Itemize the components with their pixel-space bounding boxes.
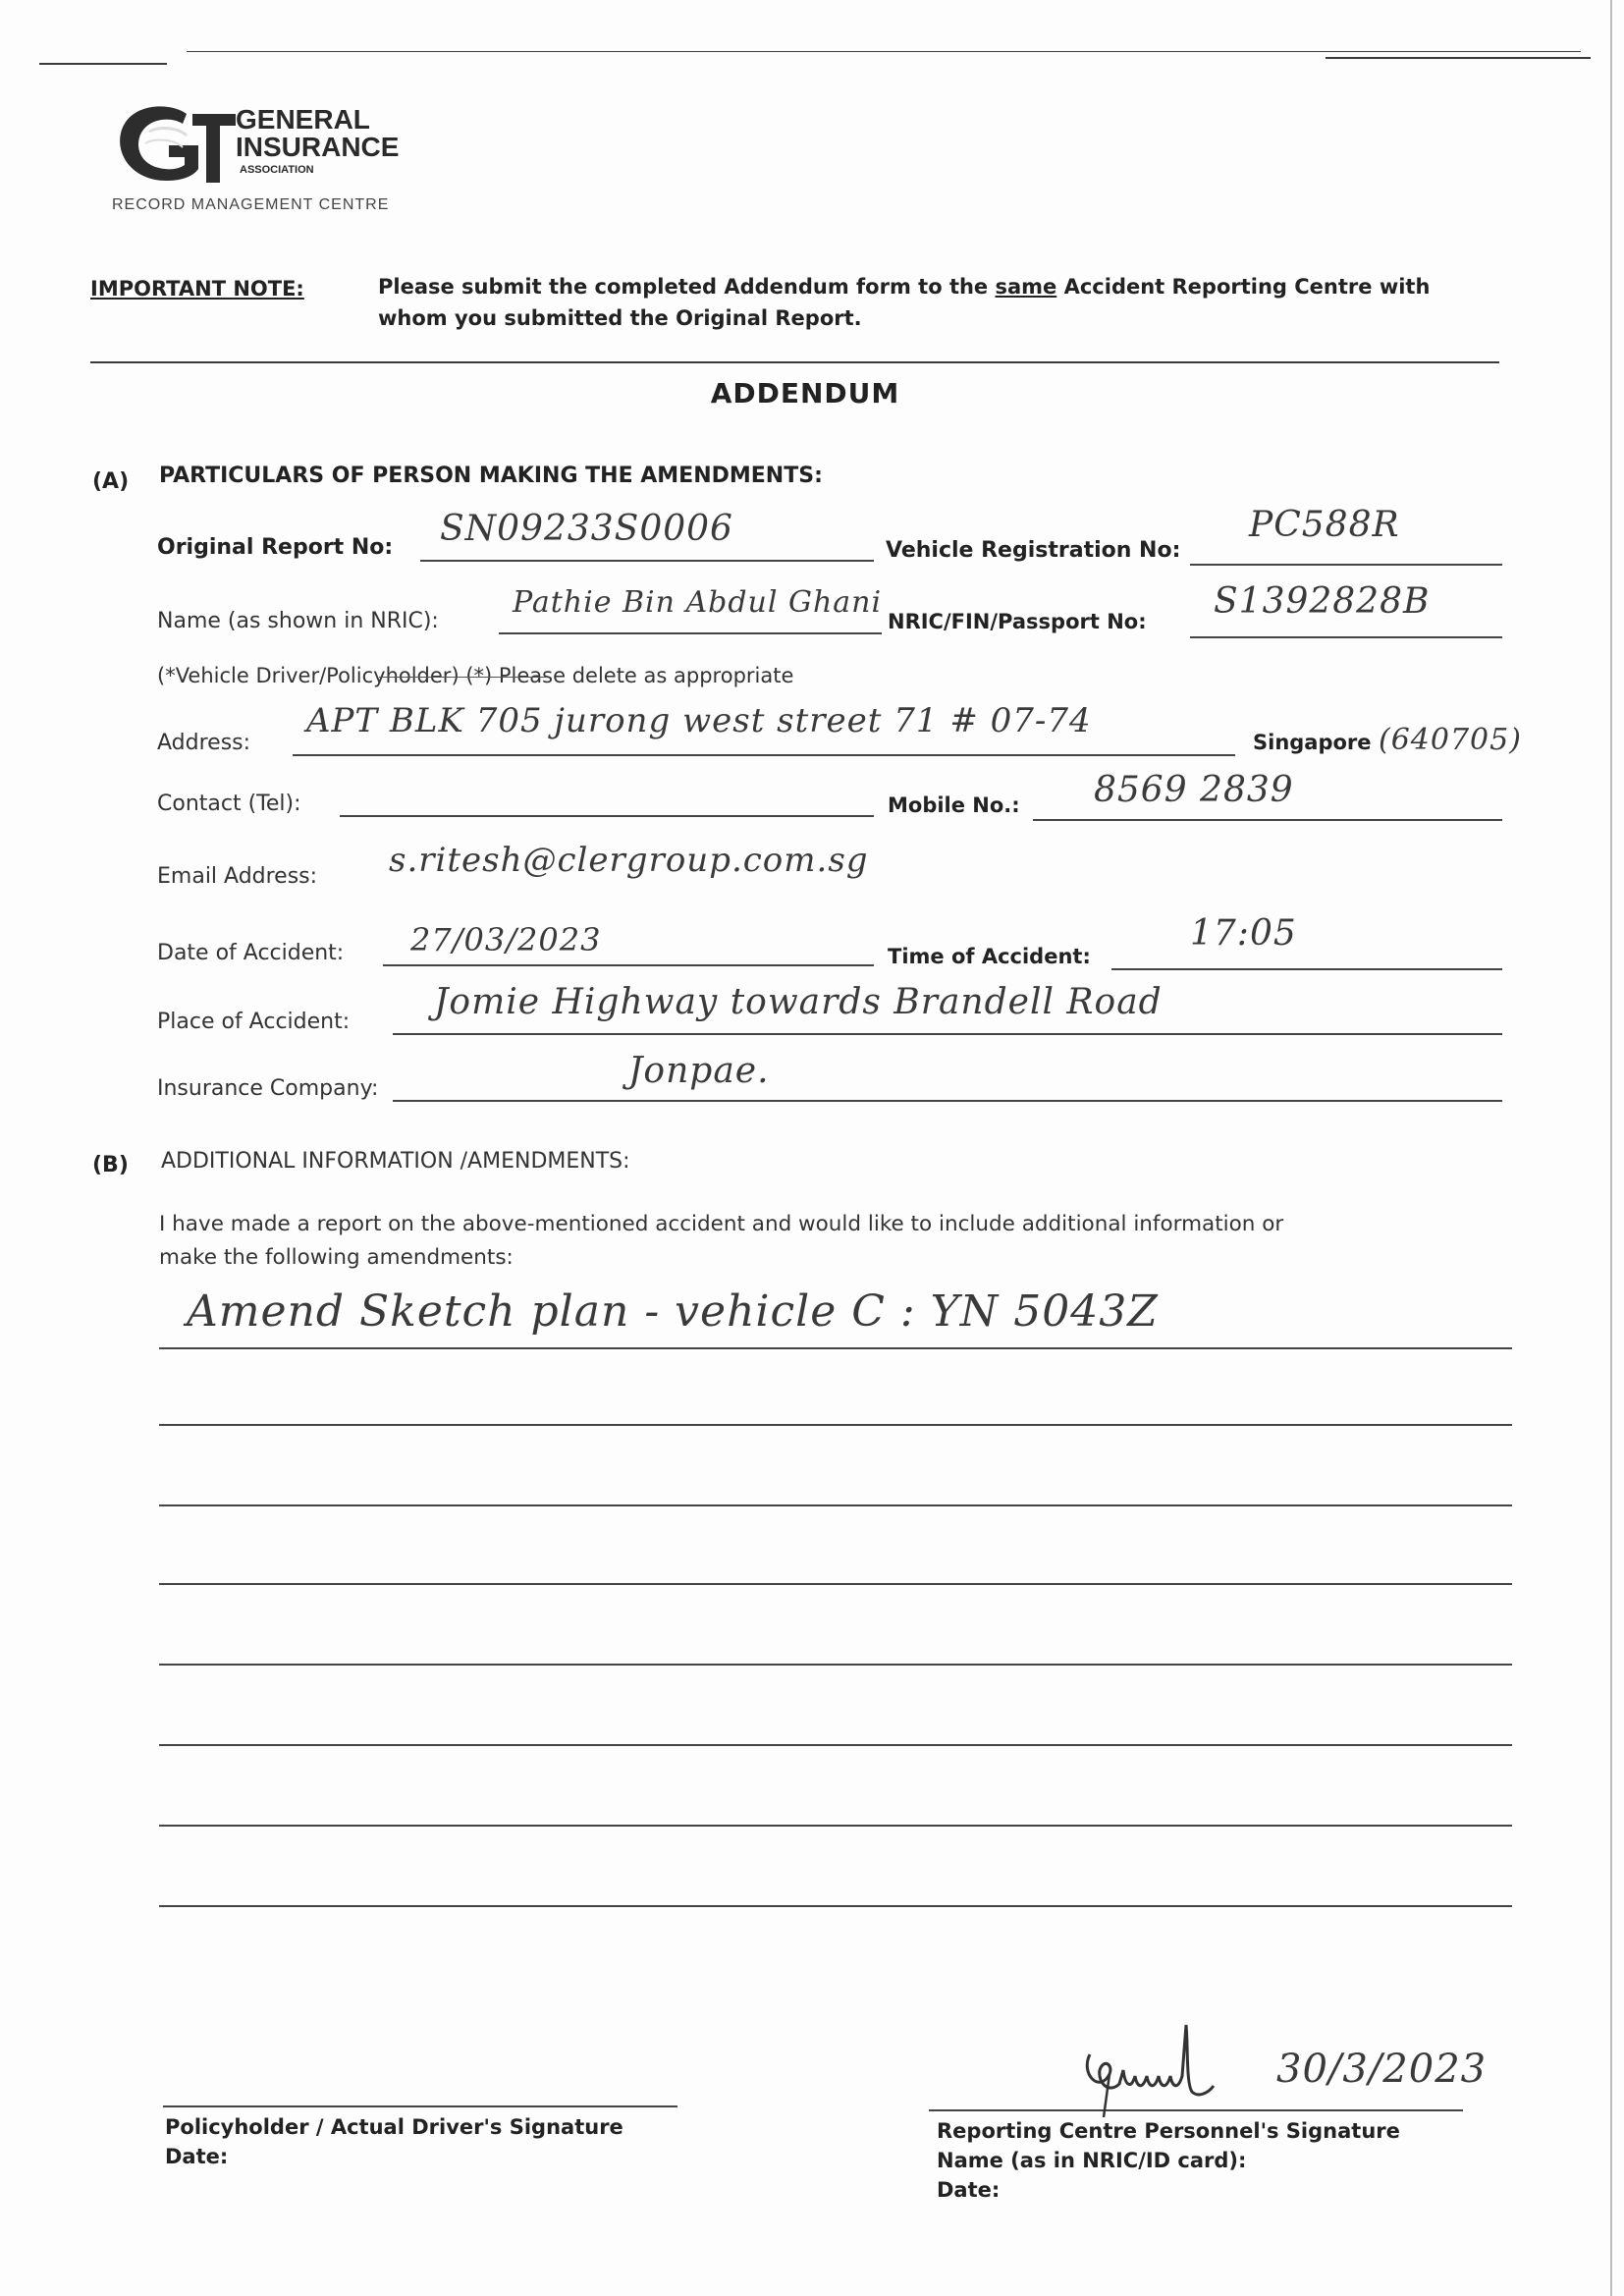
section-b-marker: (B) [92,1153,129,1177]
amendment-text[interactable]: Amend Sketch plan - vehicle C : YN 5043Z [187,1286,1159,1337]
nric-value[interactable]: S1392828B [1214,581,1431,622]
insurance-label: Insurance Company: [157,1076,379,1101]
amendment-line-6 [159,1744,1512,1746]
date-value[interactable]: 27/03/2023 [410,921,602,958]
left-date-label: Date: [165,2145,229,2168]
singapore-label: Singapore [1253,731,1372,754]
address-value[interactable]: APT BLK 705 jurong west street 71 # 07-74 [306,701,1092,740]
scan-top-line [1326,57,1591,59]
place-line [393,1033,1502,1035]
role-note: (*Vehicle Driver/Policyholder) (*) Please delete as appropriate [157,664,794,687]
section-a-heading: PARTICULARS OF PERSON MAKING THE AMENDMENTS: [159,464,823,488]
place-label: Place of Accident: [157,1010,351,1034]
original-report-value[interactable]: SN09233S0006 [440,509,733,549]
amendment-line-5 [159,1664,1512,1666]
important-note-text [378,275,1430,299]
mobile-value[interactable]: 8569 2839 [1094,770,1294,810]
mobile-line [1033,819,1502,821]
time-value[interactable]: 17:05 [1190,913,1297,954]
logo-centre: RECORD MANAGEMENT CENTRE [112,196,390,213]
address-label: Address: [157,731,251,755]
note-text-b: Accident Reporting Centre with [1056,275,1431,299]
right-date-label: Date: [937,2178,1001,2202]
gia-logo [110,96,434,224]
email-value[interactable]: s.ritesh@clergroup.com.sg [389,841,869,880]
note-text-same: same [995,275,1057,299]
time-label: Time of Accident: [888,945,1091,968]
note-divider [90,361,1499,363]
right-signed-date[interactable]: 30/3/2023 [1276,2047,1488,2092]
gia-logo-emblem-icon [110,96,238,194]
important-note-label: IMPORTANT NOTE: [90,277,304,301]
nric-line [1190,636,1502,638]
postal-value[interactable]: (640705) [1379,723,1522,757]
amendment-line-3 [159,1504,1512,1506]
scan-top-line [187,51,1581,52]
logo-insurance: INSURANCE [236,132,400,162]
email-label: Email Address: [157,864,318,889]
signature-scribble [1070,2015,1276,2123]
mobile-label: Mobile No.: [888,793,1020,817]
policyholder-strike [379,677,546,678]
section-b-intro-1: I have made a report on the above-mentioned accident and would like to include additional information or [159,1212,1284,1236]
vehicle-reg-label: Vehicle Registration No: [886,538,1181,563]
place-value[interactable]: Jomie Highway towards Brandell Road [434,982,1163,1022]
right-name-label: Name (as in NRIC/ID card): [937,2149,1247,2172]
nric-label: NRIC/FIN/Passport No: [888,610,1147,633]
address-line [293,754,1235,756]
date-line [383,964,874,966]
amendment-line-1 [159,1347,1512,1349]
name-label: Name (as shown in NRIC): [157,609,439,633]
left-signature-line [163,2105,677,2107]
vehicle-reg-line [1190,564,1502,566]
name-line [499,632,882,634]
scan-top-line [39,63,167,65]
logo-general: GENERAL [236,104,370,135]
name-value[interactable]: Pathie Bin Abdul Ghani [513,585,883,620]
insurance-value[interactable]: Jonpae. [628,1051,770,1091]
scan-right-edge [1610,0,1612,2296]
right-signature-label: Reporting Centre Personnel's Signature [937,2119,1400,2143]
page-title: ADDENDUM [710,377,900,410]
amendment-line-7 [159,1825,1512,1827]
original-report-line [420,560,874,562]
contact-line [340,815,874,817]
section-b-intro-2: make the following amendments: [159,1245,514,1270]
insurance-line [393,1100,1502,1102]
amendment-line-2 [159,1424,1512,1426]
section-a-marker: (A) [92,469,130,494]
vehicle-reg-value[interactable]: PC588R [1249,505,1400,545]
date-label: Date of Accident: [157,941,345,965]
logo-association: ASSOCIATION [240,164,314,176]
note-text-a: Please submit the completed Addendum form to the [378,275,996,299]
time-line [1111,968,1502,970]
amendment-line-4 [159,1583,1512,1585]
amendment-line-8 [159,1905,1512,1907]
important-note-text-2: whom you submitted the Original Report. [378,306,862,330]
contact-label: Contact (Tel): [157,792,301,816]
original-report-label: Original Report No: [157,535,394,560]
section-b-heading: ADDITIONAL INFORMATION /AMENDMENTS: [161,1149,630,1174]
left-signature-label: Policyholder / Actual Driver's Signature [165,2115,623,2139]
